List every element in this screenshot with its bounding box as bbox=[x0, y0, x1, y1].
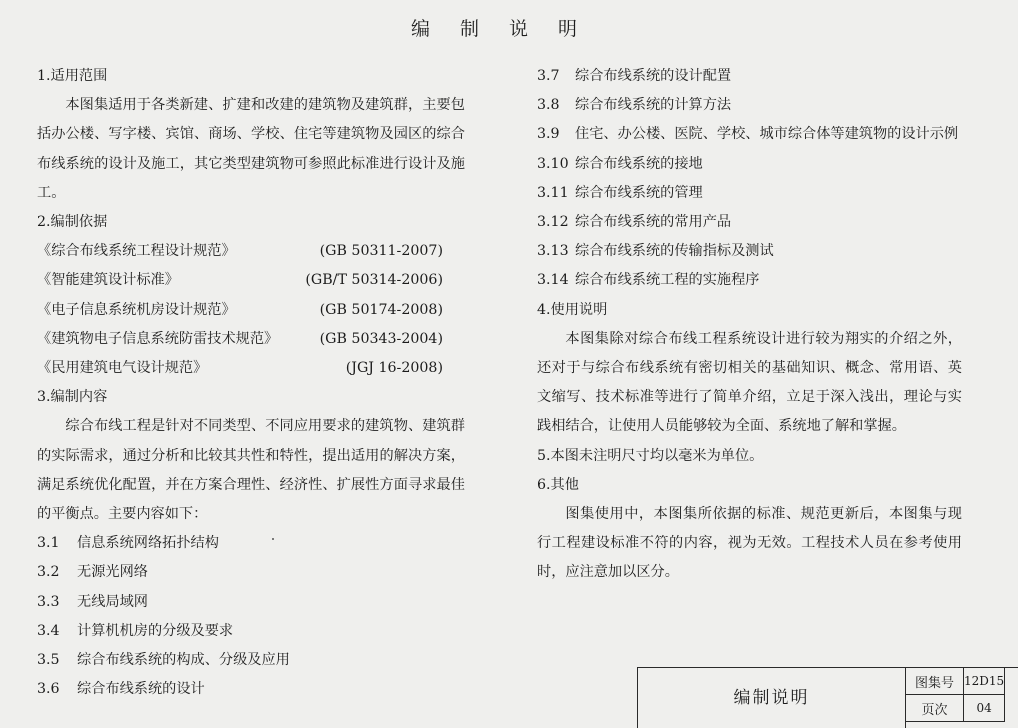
item-number: 3.2 bbox=[37, 564, 60, 581]
list-item bbox=[37, 675, 465, 704]
reference-code: (GB 50174-2008) bbox=[319, 301, 443, 318]
reference-code: (GB/T 50314-2006) bbox=[305, 272, 443, 289]
page-number-label: 页次 bbox=[906, 695, 964, 722]
right-column bbox=[537, 62, 962, 587]
item-number: 3.14 bbox=[537, 272, 569, 289]
title-block-name: 编制说明 bbox=[638, 668, 906, 728]
item-number: 3.13 bbox=[537, 243, 569, 260]
reference-name: 《综合布线系统工程设计规范》 bbox=[37, 243, 236, 260]
section-6-heading: 6.其他 bbox=[537, 476, 579, 493]
item-text: 计算机机房的分级及要求 bbox=[77, 622, 234, 639]
item-text: 综合布线系统的设计配置 bbox=[575, 68, 732, 84]
item-text: 住宅、办公楼、医院、学校、城市综合体等建筑物的设计示例 bbox=[575, 126, 959, 143]
scan-speck bbox=[272, 538, 274, 540]
list-item bbox=[37, 617, 465, 646]
item-text: 综合布线系统的常用产品 bbox=[575, 213, 732, 230]
item-text: 综合布线系统的接地 bbox=[575, 155, 703, 172]
item-number: 3.3 bbox=[37, 593, 60, 610]
reference-list bbox=[37, 237, 465, 383]
list-item bbox=[537, 237, 962, 266]
title-block-grid bbox=[906, 668, 1005, 728]
content-list-left bbox=[37, 529, 465, 704]
left-column bbox=[37, 62, 465, 704]
list-item bbox=[537, 208, 962, 237]
reference-name: 《建筑物电子信息系统防雷技术规范》 bbox=[37, 330, 279, 347]
section-3-heading: 3.编制内容 bbox=[37, 389, 108, 406]
item-number: 3.9 bbox=[537, 126, 560, 143]
item-number: 3.7 bbox=[537, 68, 560, 84]
item-number: 3.4 bbox=[37, 622, 60, 639]
section-3-text: 综合布线工程是针对不同类型、不同应用要求的建筑物、建筑群的实际需求，通过分析和比较其共性和特性，提出适用的解决方案，满足系统优化配置，并在方案合理性、经济性、扩展性方面寻求最佳的平衡点。主要内容如下： bbox=[37, 418, 465, 522]
reference-item bbox=[37, 237, 465, 266]
section-4-text: 本图集除对综合布线工程系统设计进行较为翔实的介绍之外，还对于与综合布线系统有密切相关的基础知识、概念、常用语、英文缩写、技术标准等进行了简单介绍，立足于深入浅出，理论与实践相结合，让使用人员能够较为全面、系统地了解和掌握。 bbox=[537, 330, 962, 435]
list-item bbox=[537, 179, 962, 208]
item-text: 综合布线系统的传输指标及测试 bbox=[575, 243, 774, 260]
reference-item bbox=[37, 325, 465, 354]
page-title: 编制说明 bbox=[410, 18, 607, 40]
reference-item bbox=[37, 296, 465, 325]
section-1-heading: 1.适用范围 bbox=[37, 68, 108, 84]
item-text: 综合布线系统的构成、分级及应用 bbox=[77, 651, 290, 668]
atlas-number-value: 12D15 bbox=[964, 668, 1005, 695]
list-item bbox=[37, 529, 465, 558]
item-text: 信息系统网络拓扑结构 bbox=[77, 535, 219, 552]
reference-code: (JGJ 16-2008) bbox=[345, 359, 443, 376]
section-5-text: 5.本图未注明尺寸均以毫米为单位。 bbox=[537, 447, 764, 464]
list-item bbox=[537, 62, 962, 91]
reference-item bbox=[37, 266, 465, 295]
reference-name: 《电子信息系统机房设计规范》 bbox=[37, 301, 236, 318]
list-item bbox=[37, 646, 465, 675]
section-6-text: 图集使用中，本图集所依据的标准、规范更新后，本图集与现行工程建设标准不符的内容，视为无效。工程技术人员在参考使用时，应注意加以区分。 bbox=[537, 505, 962, 581]
reference-name: 《智能建筑设计标准》 bbox=[37, 272, 179, 289]
reference-code: (GB 50343-2004) bbox=[319, 330, 443, 347]
atlas-number-label: 图集号 bbox=[906, 668, 964, 695]
item-number: 3.1 bbox=[37, 535, 60, 552]
item-number: 3.10 bbox=[537, 155, 569, 172]
item-text: 综合布线系统的管理 bbox=[575, 184, 703, 201]
item-text: 无源光网络 bbox=[77, 564, 148, 581]
item-number: 3.11 bbox=[537, 184, 569, 201]
list-item bbox=[537, 120, 962, 149]
list-item bbox=[537, 266, 962, 295]
item-text: 综合布线系统的计算方法 bbox=[575, 97, 732, 114]
reference-name: 《民用建筑电气设计规范》 bbox=[37, 359, 208, 376]
list-item bbox=[537, 150, 962, 179]
section-4-heading: 4.使用说明 bbox=[537, 301, 608, 318]
content-list-right bbox=[537, 62, 962, 296]
item-number: 3.6 bbox=[37, 681, 60, 698]
item-text: 综合布线系统的设计 bbox=[77, 681, 205, 698]
reference-code: (GB 50311-2007) bbox=[319, 243, 443, 260]
section-1-text: 本图集适用于各类新建、扩建和改建的建筑物及建筑群，主要包括办公楼、写字楼、宾馆、商场、学校、住宅等建筑物及园区的综合布线系统的设计及施工，其它类型建筑物可参照此标准进行设计及施工。 bbox=[37, 97, 465, 201]
page-number-value: 04 bbox=[964, 695, 1005, 722]
list-item bbox=[537, 91, 962, 120]
section-2-heading: 2.编制依据 bbox=[37, 214, 108, 230]
item-text: 无线局域网 bbox=[77, 593, 148, 610]
item-number: 3.5 bbox=[37, 651, 60, 668]
item-number: 3.12 bbox=[537, 213, 569, 230]
list-item bbox=[37, 558, 465, 587]
list-item bbox=[37, 588, 465, 617]
item-number: 3.8 bbox=[537, 97, 560, 114]
reference-item bbox=[37, 354, 465, 383]
item-text: 综合布线系统工程的实施程序 bbox=[575, 272, 760, 289]
